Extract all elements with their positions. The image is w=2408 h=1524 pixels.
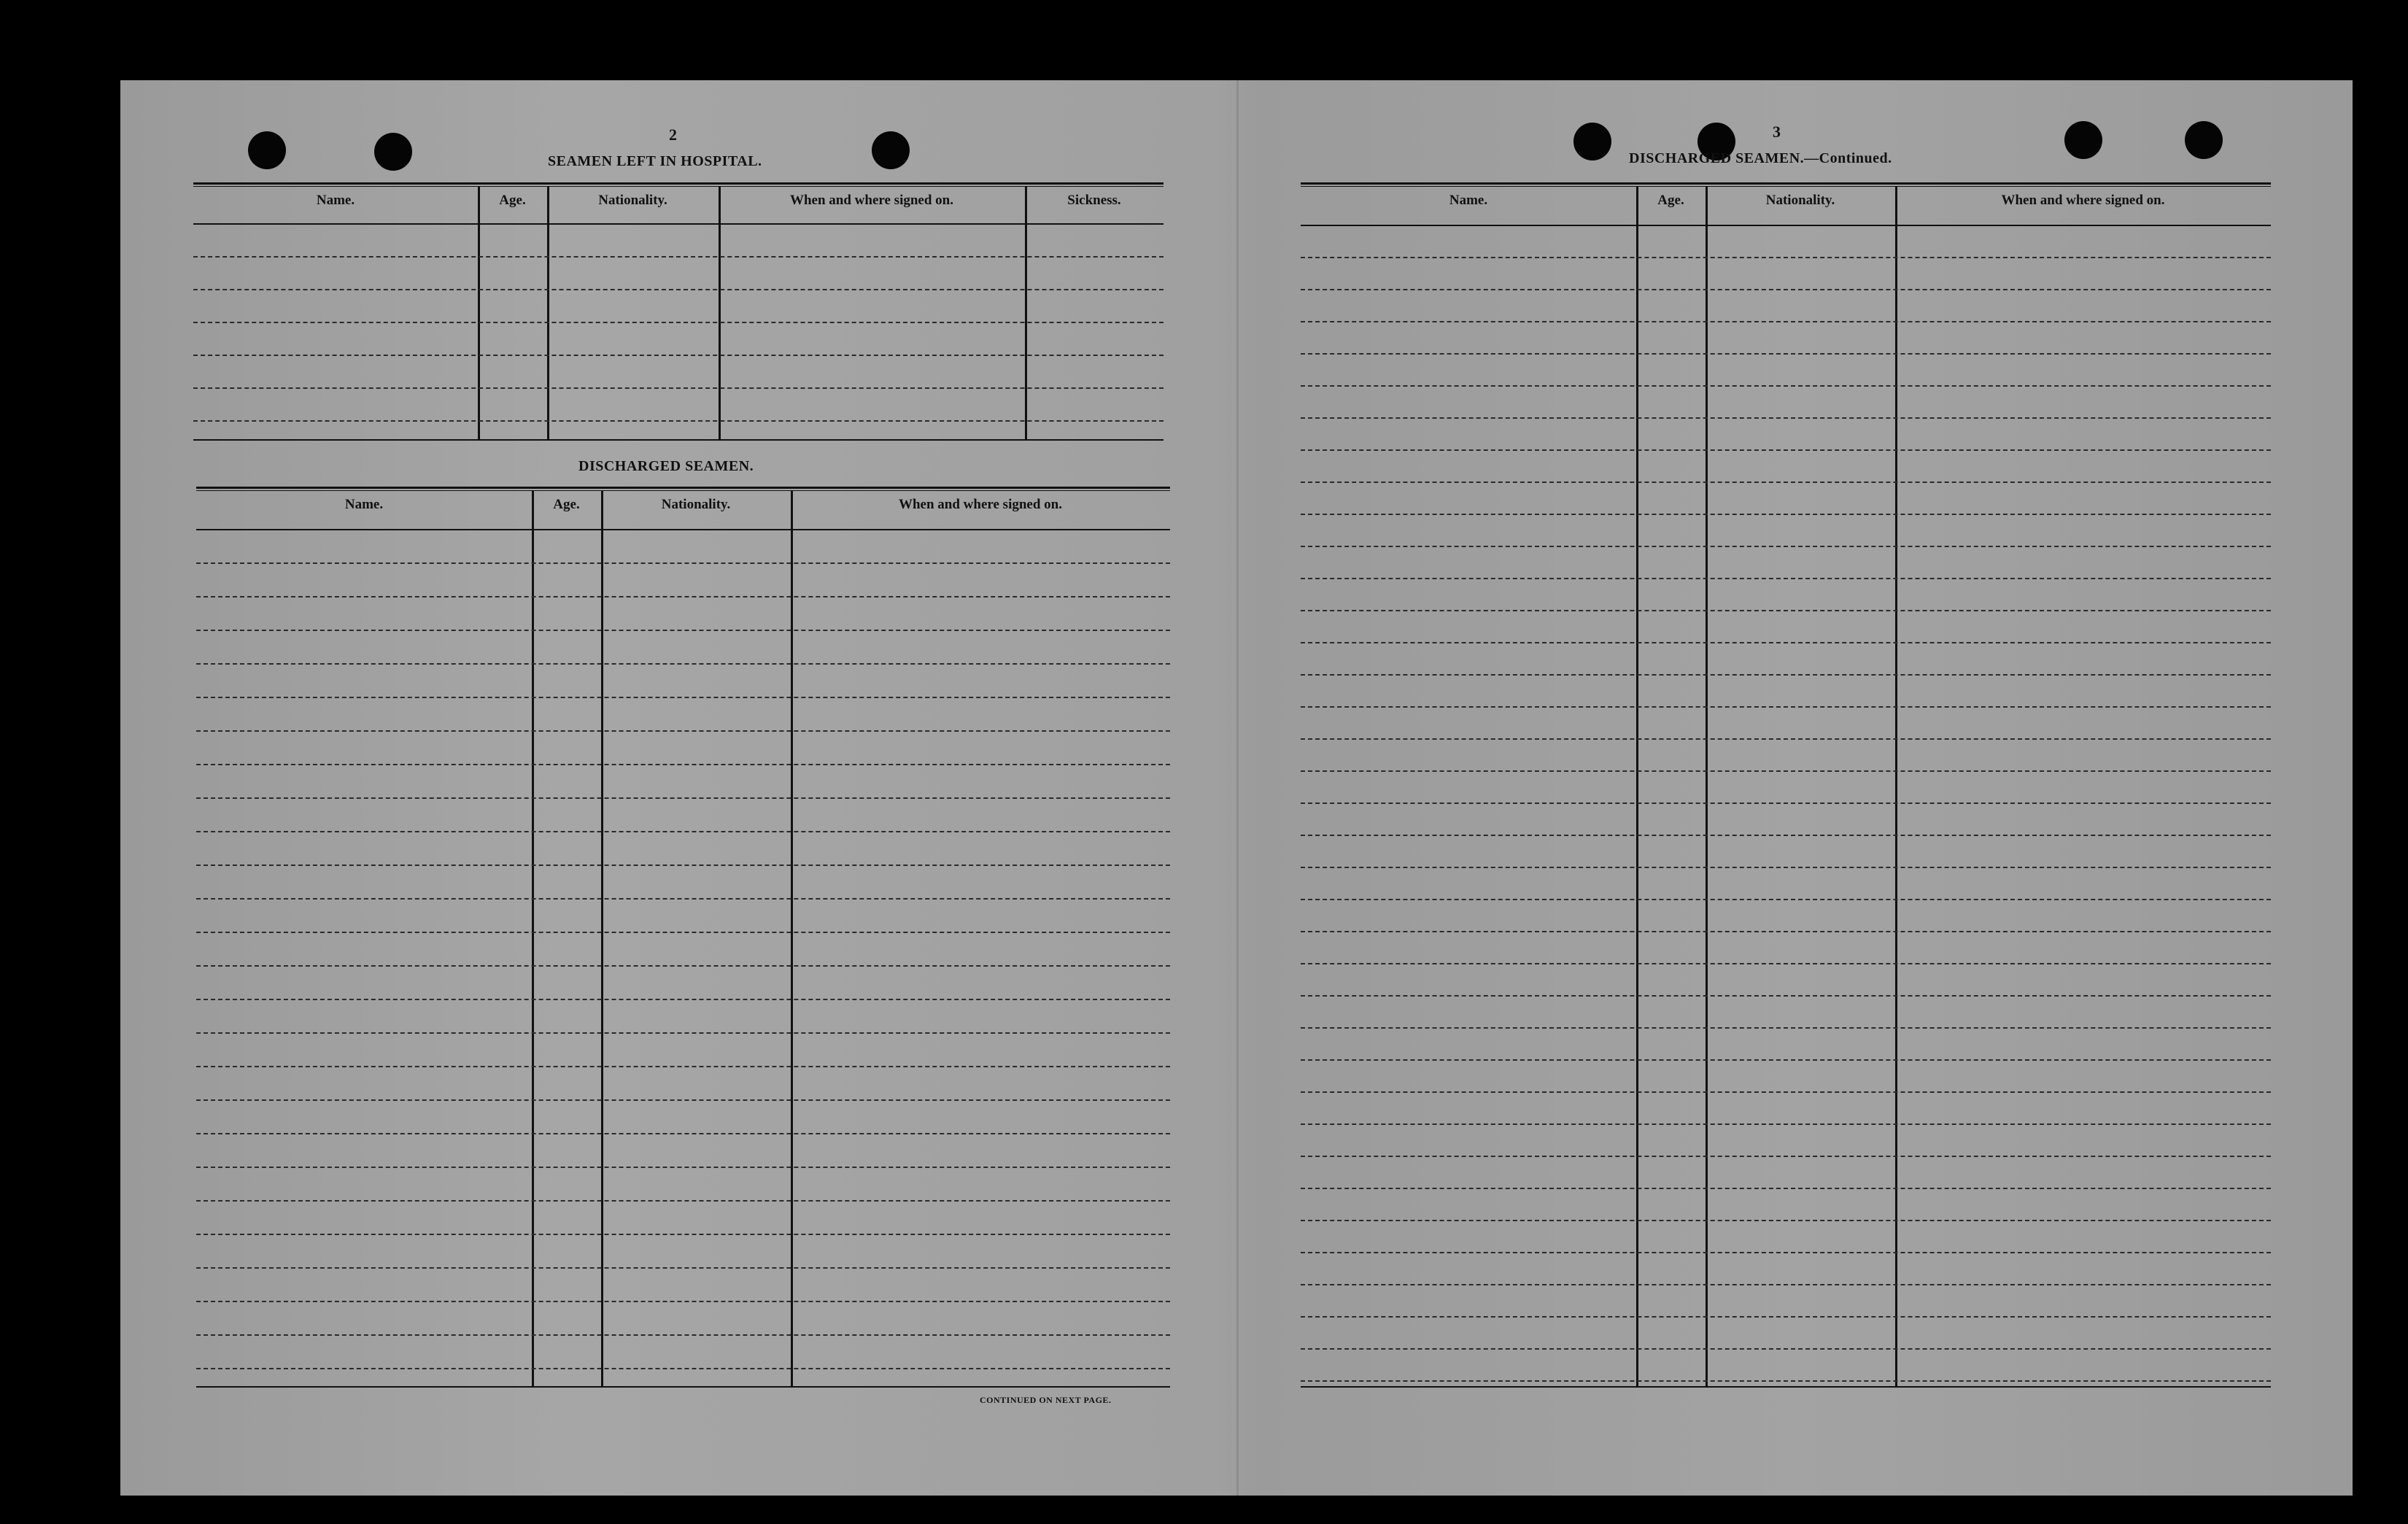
writing-line — [1301, 835, 2271, 836]
writing-line — [1301, 899, 2271, 900]
discharged-continued-title: DISCHARGED SEAMEN.—Continued. — [1629, 150, 1892, 166]
column-header: When and where signed on. — [898, 497, 1062, 512]
writing-line — [1301, 963, 2271, 964]
column-divider — [478, 187, 480, 439]
table-bottom-rule — [1301, 1386, 2271, 1388]
column-header: Sickness. — [1067, 193, 1121, 208]
column-divider — [719, 187, 721, 439]
table-top-rule-thin — [1301, 186, 2271, 187]
writing-line — [196, 1267, 1170, 1269]
writing-line — [1301, 931, 2271, 932]
column-header: Name. — [344, 497, 384, 512]
discharged-table — [196, 487, 1170, 1386]
writing-line — [196, 898, 1170, 900]
table-bottom-rule — [193, 439, 1164, 441]
column-divider — [791, 491, 793, 1386]
table-top-rule — [196, 487, 1170, 489]
writing-line — [1301, 546, 2271, 547]
writing-line — [196, 864, 1170, 866]
punch-hole — [872, 131, 910, 169]
writing-line — [196, 932, 1170, 933]
writing-line — [196, 1234, 1170, 1235]
writing-line — [196, 965, 1170, 967]
punch-hole — [374, 133, 412, 171]
page-fold — [1236, 80, 1239, 1496]
writing-line — [196, 1133, 1170, 1134]
writing-line — [196, 1334, 1170, 1336]
writing-line — [193, 355, 1164, 356]
writing-line — [196, 1368, 1170, 1369]
writing-line — [1301, 1348, 2271, 1350]
continued-note: CONTINUED ON NEXT PAGE. — [980, 1395, 1112, 1405]
writing-line — [196, 562, 1170, 564]
writing-line — [1301, 995, 2271, 997]
column-header: Age. — [1657, 193, 1684, 208]
writing-line — [196, 1167, 1170, 1168]
page-number-right: 3 — [1773, 123, 1781, 141]
writing-line — [193, 322, 1164, 323]
writing-line — [196, 1066, 1170, 1067]
writing-line — [196, 797, 1170, 799]
column-divider — [1706, 187, 1708, 1386]
column-divider — [547, 187, 549, 439]
column-header: Name. — [316, 193, 355, 208]
column-header: When and where signed on. — [2001, 193, 2165, 208]
column-divider — [532, 491, 534, 1386]
writing-line — [1301, 1220, 2271, 1221]
column-header: Name. — [1449, 193, 1488, 208]
writing-line — [196, 1032, 1170, 1034]
table-top-rule-thin — [196, 490, 1170, 491]
writing-line — [1301, 257, 2271, 258]
discharged-continued-table — [1301, 182, 2271, 1386]
writing-line — [1301, 1027, 2271, 1029]
writing-line — [1301, 1123, 2271, 1125]
writing-line — [1301, 321, 2271, 322]
header-rule — [193, 223, 1164, 225]
writing-line — [1301, 802, 2271, 804]
writing-line — [196, 764, 1170, 765]
header-rule — [1301, 225, 2271, 226]
writing-line — [1301, 514, 2271, 515]
column-header: Nationality. — [1765, 193, 1835, 208]
writing-line — [196, 1301, 1170, 1302]
writing-line — [196, 1200, 1170, 1202]
writing-line — [196, 663, 1170, 665]
table-top-rule-thin — [193, 186, 1164, 187]
writing-line — [196, 630, 1170, 631]
writing-line — [1301, 642, 2271, 643]
writing-line — [1301, 1316, 2271, 1318]
column-divider — [1025, 187, 1027, 439]
column-header: Age. — [553, 497, 580, 512]
writing-line — [1301, 610, 2271, 611]
discharged-section-title: DISCHARGED SEAMEN. — [578, 458, 754, 474]
column-divider — [601, 491, 603, 1386]
punch-hole — [248, 131, 286, 169]
column-header: Age. — [499, 193, 526, 208]
writing-line — [193, 289, 1164, 290]
form-sheet — [120, 80, 2353, 1496]
writing-line — [193, 387, 1164, 389]
column-header: Nationality. — [598, 193, 667, 208]
writing-line — [1301, 353, 2271, 355]
writing-line — [1301, 1091, 2271, 1093]
punch-hole — [2185, 121, 2223, 159]
writing-line — [1301, 674, 2271, 676]
writing-line — [1301, 481, 2271, 483]
table-top-rule — [193, 182, 1164, 185]
writing-line — [1301, 578, 2271, 579]
writing-line — [196, 697, 1170, 698]
writing-line — [193, 256, 1164, 258]
column-header: Nationality. — [661, 497, 731, 512]
writing-line — [1301, 1380, 2271, 1382]
table-bottom-rule — [196, 1386, 1170, 1388]
writing-line — [196, 999, 1170, 1000]
hospital-section-title: SEAMEN LEFT IN HOSPITAL. — [548, 153, 762, 169]
writing-line — [193, 420, 1164, 422]
writing-line — [1301, 770, 2271, 772]
column-divider — [1636, 187, 1638, 1386]
writing-line — [196, 1099, 1170, 1101]
writing-line — [1301, 706, 2271, 708]
writing-line — [1301, 289, 2271, 290]
writing-line — [1301, 449, 2271, 451]
writing-line — [1301, 1252, 2271, 1253]
column-divider — [1895, 187, 1897, 1386]
writing-line — [196, 831, 1170, 832]
writing-line — [1301, 1059, 2271, 1061]
punch-hole — [1573, 123, 1611, 160]
writing-line — [1301, 1156, 2271, 1157]
page-number-left: 2 — [669, 125, 677, 144]
writing-line — [1301, 1284, 2271, 1285]
table-top-rule — [1301, 182, 2271, 185]
punch-hole — [2064, 121, 2102, 159]
writing-line — [1301, 867, 2271, 868]
writing-line — [196, 596, 1170, 597]
writing-line — [1301, 738, 2271, 740]
writing-line — [1301, 1188, 2271, 1189]
writing-line — [1301, 385, 2271, 387]
header-rule — [196, 529, 1170, 530]
column-header: When and where signed on. — [789, 193, 953, 208]
hospital-table — [193, 182, 1164, 439]
writing-line — [196, 730, 1170, 732]
writing-line — [1301, 417, 2271, 419]
